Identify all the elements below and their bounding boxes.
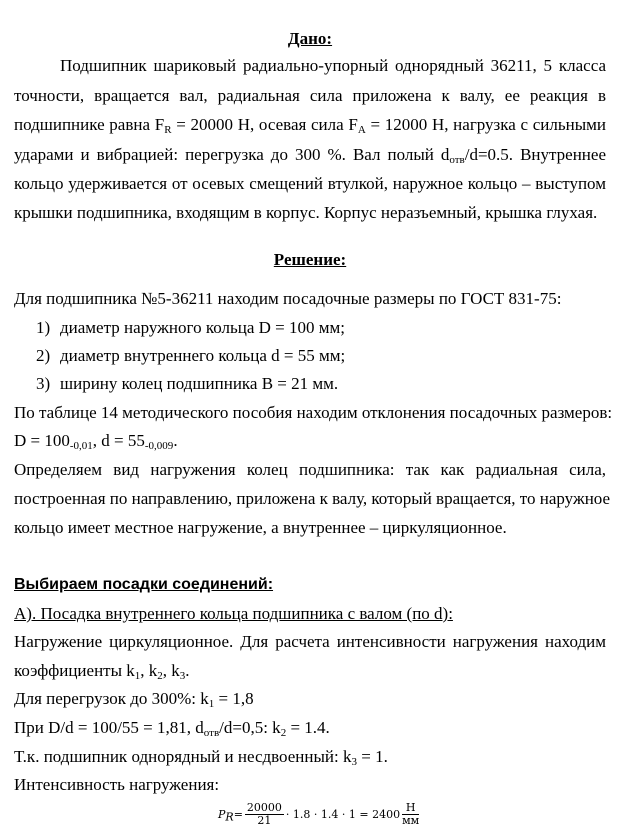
loading-line-3: кольцо имеет местное нагружение, а внутреннее – циркуляционное. [14,518,507,537]
table-line: По таблице 14 методического пособия находим отклонения посадочных размеров: [14,403,613,422]
fits-line-3: Для перегрузок до 300%: $k_1 = 1,8$ [14,689,254,710]
intensity-formula: PR= $\frac{20000}{21}$ · 1.8 · 1.4 · 1 = 2400 $\frac{Н}{мм}$ [218,801,420,827]
list-item: 1) диаметр наружного кольца D = 100 мм; [36,318,345,337]
fits-line-6: Интенсивность нагружения: [14,775,220,794]
list-item: 2) диаметр внутреннего кольца d = 55 мм; [36,346,346,365]
loading-line-2: построенная по направлению, приложена к валу, который вращается, то наружное [14,489,611,508]
deviations-line: $D = 100_{-0,01}$, $d = 55_{-0,009}$. [14,431,178,452]
given-line-1: Подшипник шариковый радиально-упорный однорядный 36211, 5 класса [60,56,606,75]
list-item: 3) ширину колец подшипника B = 21 мм. [36,374,339,393]
fits-heading: Выбираем посадки соединений: [14,576,274,593]
given-line-5: кольцо удерживается от осевых смещений втулкой, наружное кольцо – выступом [14,174,606,193]
given-line-2: точности, вращается вал, радиальная сила приложена к валу, ее реакция в [14,86,606,105]
fits-subheading: А). Посадка внутреннего кольца подшипника с валом (по d): [14,604,453,623]
fits-line-5: Т.к. подшипник однорядный и несдвоенный: $k_3 = 1$. [14,747,388,768]
solution-heading: Решение: [273,250,347,269]
fraction: $\frac{20000}{21}$ [246,801,282,827]
loading-line-1: Определяем вид нагружения колец подшипника: так как радиальная сила, [14,460,606,479]
fits-line-1: Нагружение циркуляционное. Для расчета интенсивности нагружения находим [14,632,606,651]
given-line-3: подшипнике равна $F_R = 20000$ Н, осевая сила $F_A = 12000$ Н, нагрузка с сильными [14,115,607,136]
given-heading: Дано: [287,29,333,48]
fits-line-2: коэффициенты $k_1$, $k_2$, $k_3$. [14,661,190,682]
given-line-4: ударами и вибрацией: перегрузка до 300 %. Вал полый $d_{отв}/d=0.5$. Внутреннее [14,145,606,166]
unit-fraction: $\frac{Н}{мм}$ [402,801,420,827]
given-line-6: крышки подшипника, входящим в корпус. Корпус неразъемный, крышка глухая. [14,203,598,222]
fits-line-4: При D/d = 100/55 = 1,81, $d_{отв}/d=0,5$: $k_2 = 1.4$. [14,718,330,739]
solution-intro: Для подшипника №5-36211 находим посадочные размеры по ГОСТ 831-75: [14,289,562,308]
